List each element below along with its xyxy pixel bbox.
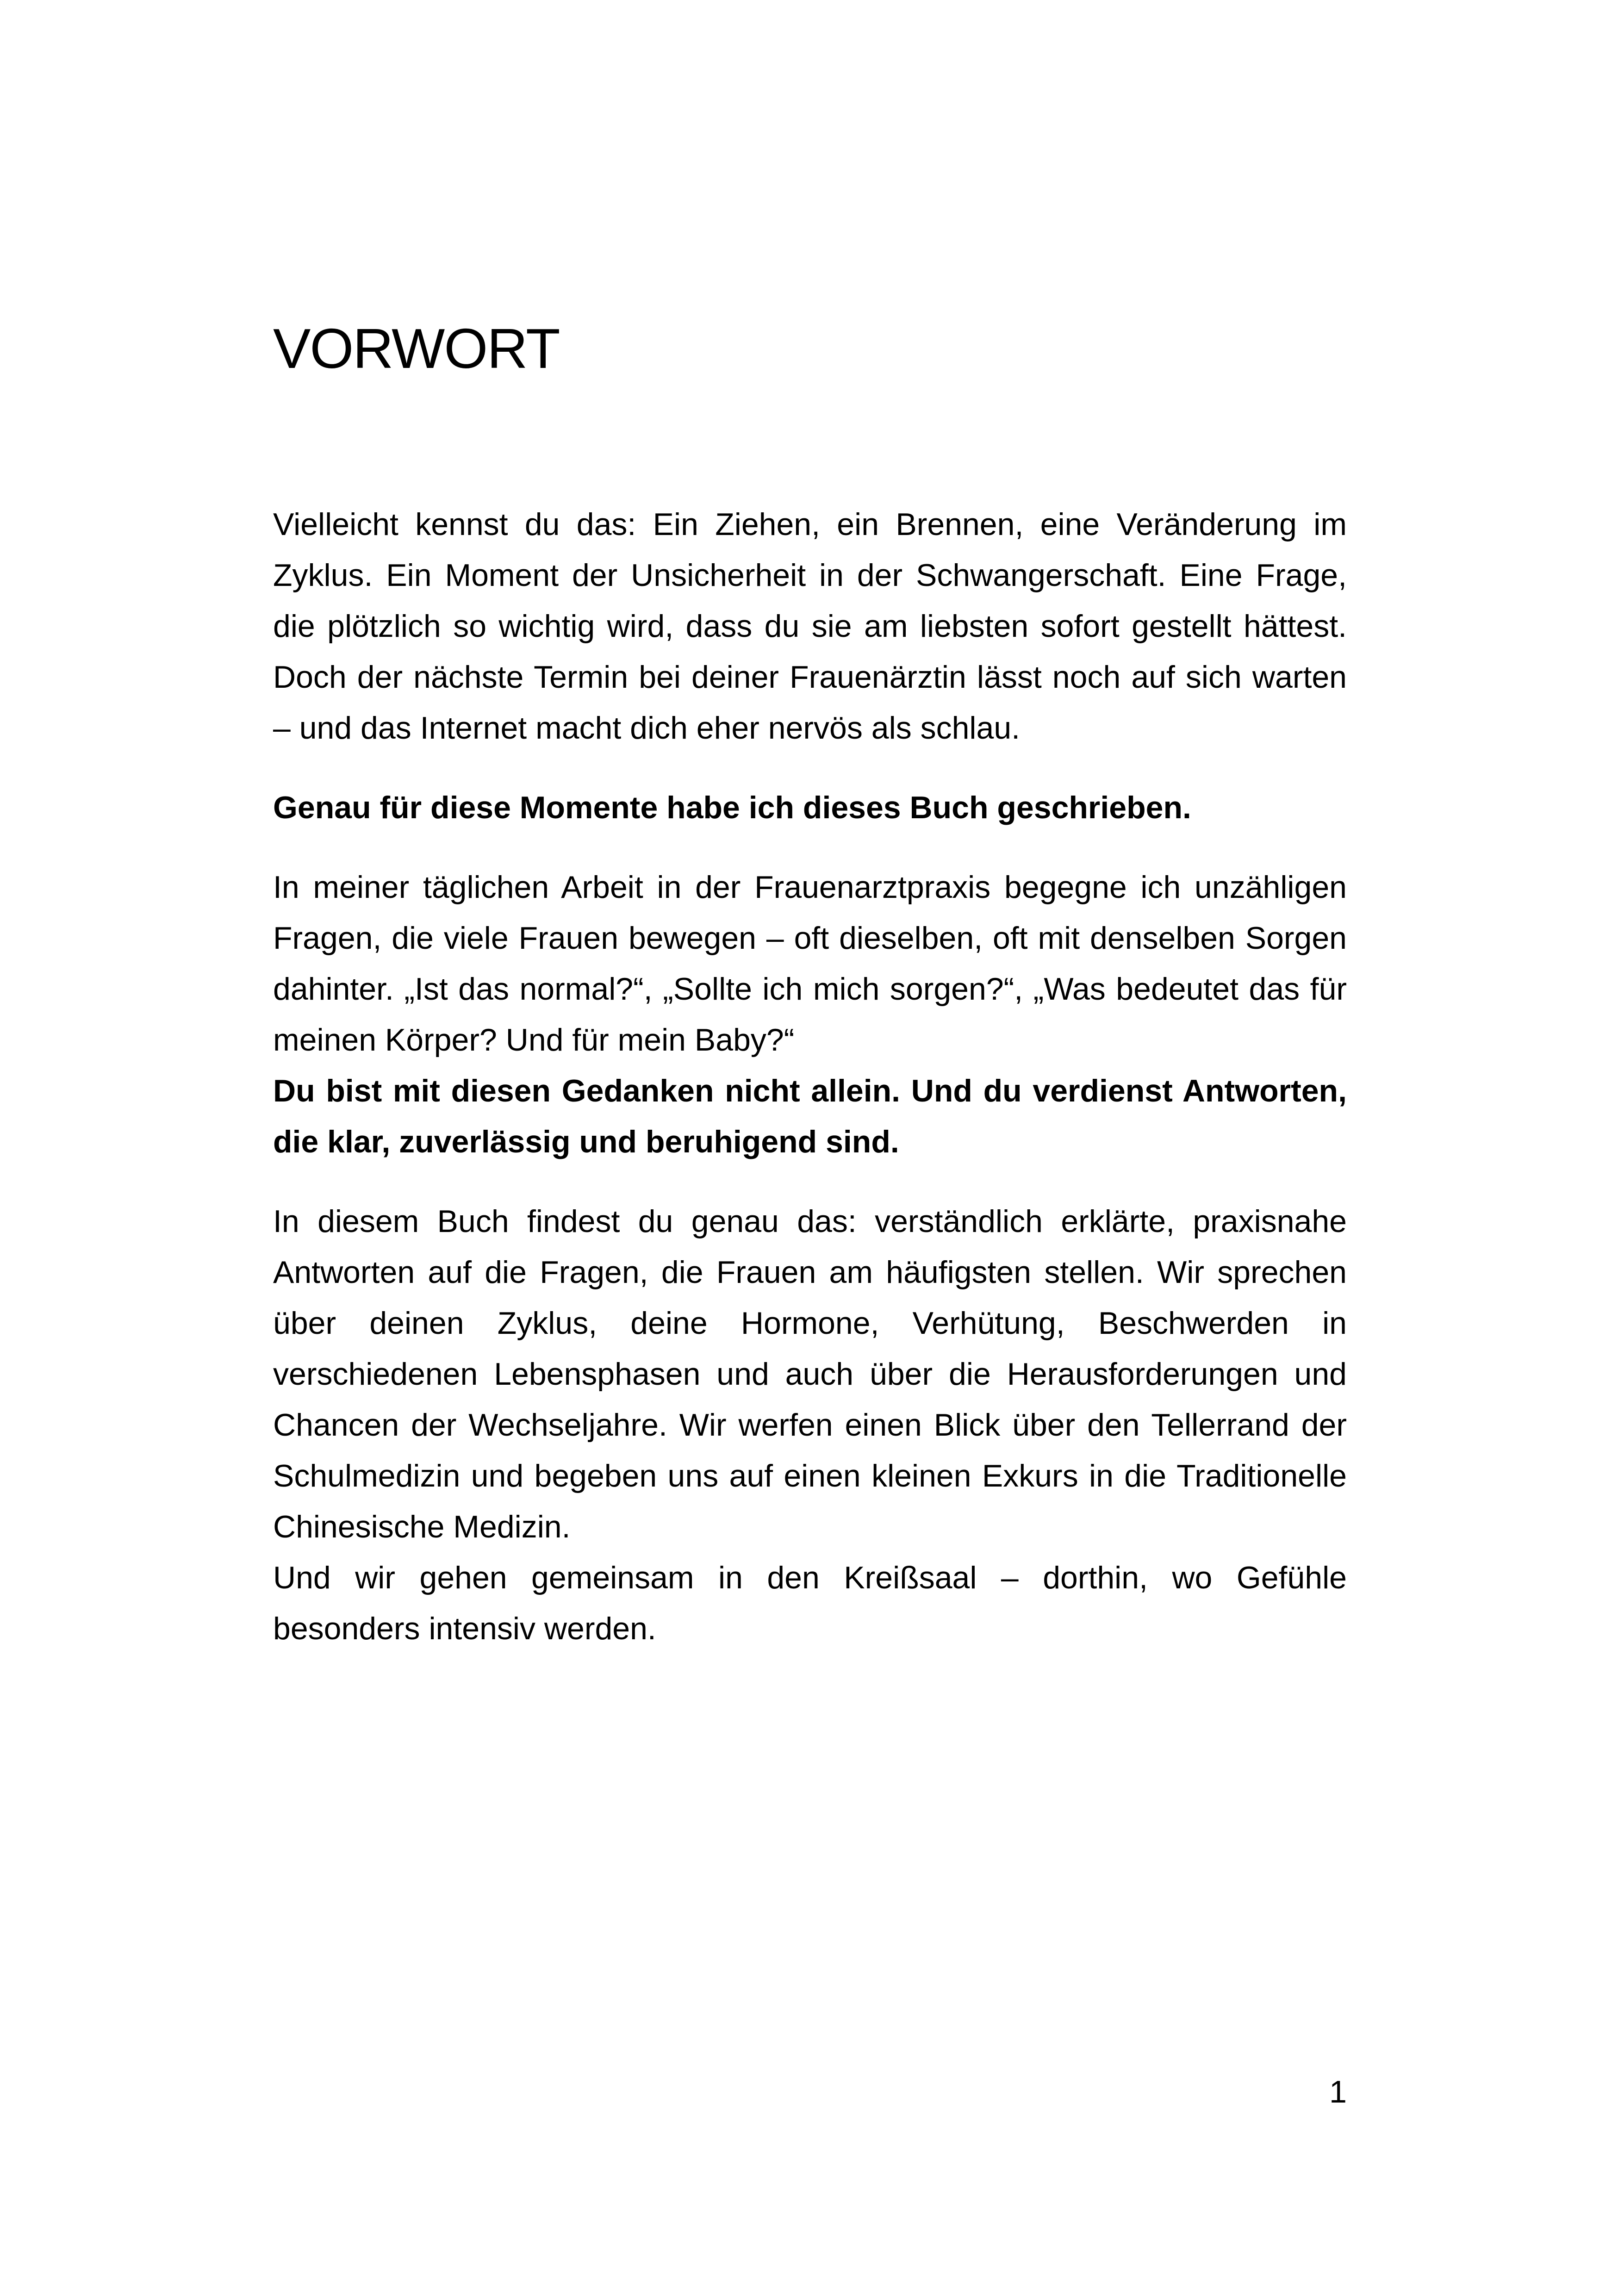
body-text <box>273 499 1347 1683</box>
paragraph-emphasis: Genau für diese Momente habe ich dieses Buch geschrieben. <box>273 790 1191 825</box>
paragraph-book-content-text: In diesem Buch findest du genau das: verständlich erklärte, praxisnahe Antworten auf die Fragen, die Frauen am häufigsten stellen. Wir sprechen über deinen Zyklus, deine Hormone, Verhütung, Beschwerden in verschiedenen Lebensphasen und auch über die Herausforderungen und Chancen der Wechseljahre. Wir werfen einen Blick über den Tellerrand der Schulmedizin und begeben uns auf einen kleinen Exkurs in die Traditionelle Chinesische Medizin. <box>273 1204 1347 1544</box>
paragraph-practice-text: In meiner täglichen Arbeit in der Frauenarztpraxis begegne ich unzähligen Fragen, die viele Frauen bewegen – oft dieselben, oft mit denselben Sorgen dahinter. „Ist das normal?“, „Sollte ich mich sorgen?“, „Was bedeutet das für meinen Körper? Und für mein Baby?“ <box>273 870 1347 1058</box>
paragraph-intro: Vielleicht kennst du das: Ein Ziehen, ein Brennen, eine Veränderung im Zyklus. Ein Moment der Unsicherheit in der Schwangerschaft. Eine Frage, die plötzlich so wichtig wird, dass du sie am liebsten sofort gestellt hättest. Doch der nächste Termin bei deiner Frauenärztin lässt noch auf sich warten – und das Internet macht dich eher nervös als schlau. <box>273 507 1347 746</box>
paragraph-practice-emphasis: Du bist mit diesen Gedanken nicht allein. Und du verdienst Antworten, die klar, zuverlässig und beruhigend sind. <box>273 1073 1347 1159</box>
paragraph-practice <box>273 862 1347 1167</box>
paragraph-book-content-closing: Und wir gehen gemeinsam in den Kreißsaal – dorthin, wo Gefühle besonders intensiv werden. <box>273 1560 1347 1646</box>
page-title: VORWORT <box>273 317 560 380</box>
page-number: 1 <box>1329 2074 1347 2109</box>
paragraph-book-content <box>273 1196 1347 1654</box>
